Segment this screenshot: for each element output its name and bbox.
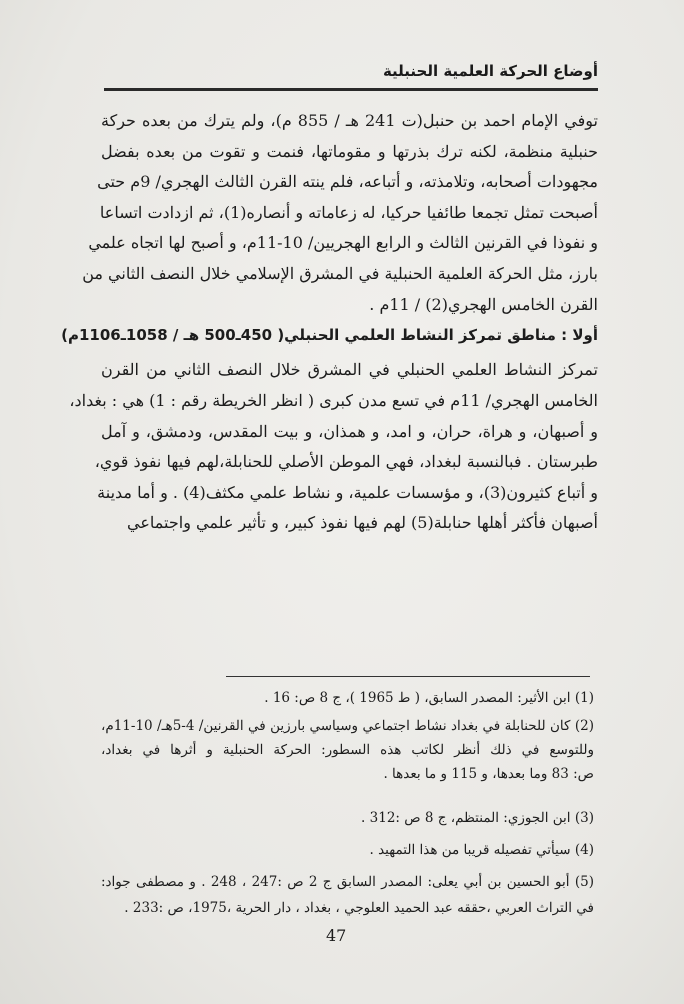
paragraph-line: و نفوذا في القرنين الثالث و الرابع الهجريين/ 10-11م، و أصبح لها اتجاه علمي bbox=[88, 233, 598, 253]
footnote-line: في التراث العربي ،حققه عبد الحميد العلوجي ، بغداد ، دار الحرية ،1975، ص :233 . bbox=[124, 900, 594, 916]
footnote-line: (3) ابن الجوزي: المنتظم، ج 8 ص :312 . bbox=[361, 810, 594, 826]
paragraph-line: الخامس الهجري/ 11م في تسع مدن كبرى ( انظر الخريطة رقم : 1) هي : بغداد، bbox=[69, 390, 598, 410]
paragraph-line: طبرستان . فبالنسبة لبغداد، فهي الموطن الأصلي للحنابلة،لهم فيها نفوذ قوي، bbox=[94, 452, 598, 472]
paragraph-line: حنبلية منظمة، لكنه ترك بذرتها و مقوماتها، فنمت و تقوت من بعده بفضل bbox=[101, 141, 598, 161]
footnote-line: (1) ابن الأثير: المصدر السابق، ( ط 1965 )، ج 8 ص: 16 . bbox=[264, 690, 594, 706]
footnote-line: (4) سيأتي تفصيله قريبا من هذا التمهيد . bbox=[369, 842, 594, 858]
running-head: أوضاع الحركة العلمية الحنبلية bbox=[382, 62, 598, 80]
paragraph-line: القرن الخامس الهجري(2) / 11م . bbox=[369, 294, 598, 314]
paragraph-line: و أصبهان، و هراة، حران، و امد، و همذان، و بيت المقدس، ودمشق، و آمل bbox=[101, 421, 599, 441]
paragraph-line: بارز، مثل الحركة العلمية الحنبلية في المشرق الإسلامي خلال النصف الثاني من bbox=[82, 264, 598, 283]
page-number: 47 bbox=[326, 926, 347, 945]
paragraph-line: تمركز النشاط العلمي الحنبلي في المشرق خلال النصف الثاني من القرن bbox=[101, 360, 598, 380]
footnote-line: (5) أبو الحسين بن أبي يعلى: المصدر السابق ج 2 ص :247 ، 248 . و مصطفى جواد: bbox=[101, 874, 594, 890]
paragraph-line: توفي الإمام احمد بن حنبل(ت 241 هـ / 855 م)، ولم يترك من بعده حركة bbox=[101, 111, 599, 130]
footnote-line: (2) كان للحنابلة في بغداد نشاط اجتماعي وسياسي بارزين في القرنين/ 4-5هـ/ 10-11م، bbox=[101, 718, 594, 734]
paragraph-line: أصبحت تمثل تجمعا طائفيا حركيا، له زعاماته و أنصاره(1)، ثم ازدادت اتساعا bbox=[99, 202, 598, 222]
header-rule bbox=[104, 88, 598, 91]
section-heading: أولا : مناطق تمركز النشاط العلمي الحنبلي( 450ـ500 هـ / 1058ـ1106م) bbox=[61, 326, 598, 345]
footnote-line: وللتوسع في ذلك أنظر لكاتب هذه السطور: الحركة الحنبلية و أثرها في بغداد، bbox=[101, 742, 594, 758]
paragraph-line: و أتباع كثيرون(3)، و مؤسسات علمية، و نشاط علمي مكثف(4) . و أما مدينة bbox=[97, 482, 598, 502]
footnote-separator bbox=[226, 676, 590, 677]
paragraph-line: أصبهان فأكثر أهلها حنابلة(5) لهم فيها نفوذ كبير، و تأثير علمي واجتماعي bbox=[127, 513, 598, 533]
footnote-line: ص: 83 وما بعدها، و 115 و ما بعدها . bbox=[383, 766, 594, 782]
paragraph-line: مجهودات أصحابه، وتلامذته، و أتباعه، فلم ينته القرن الثالث الهجري/ 9م حتى bbox=[97, 172, 598, 192]
